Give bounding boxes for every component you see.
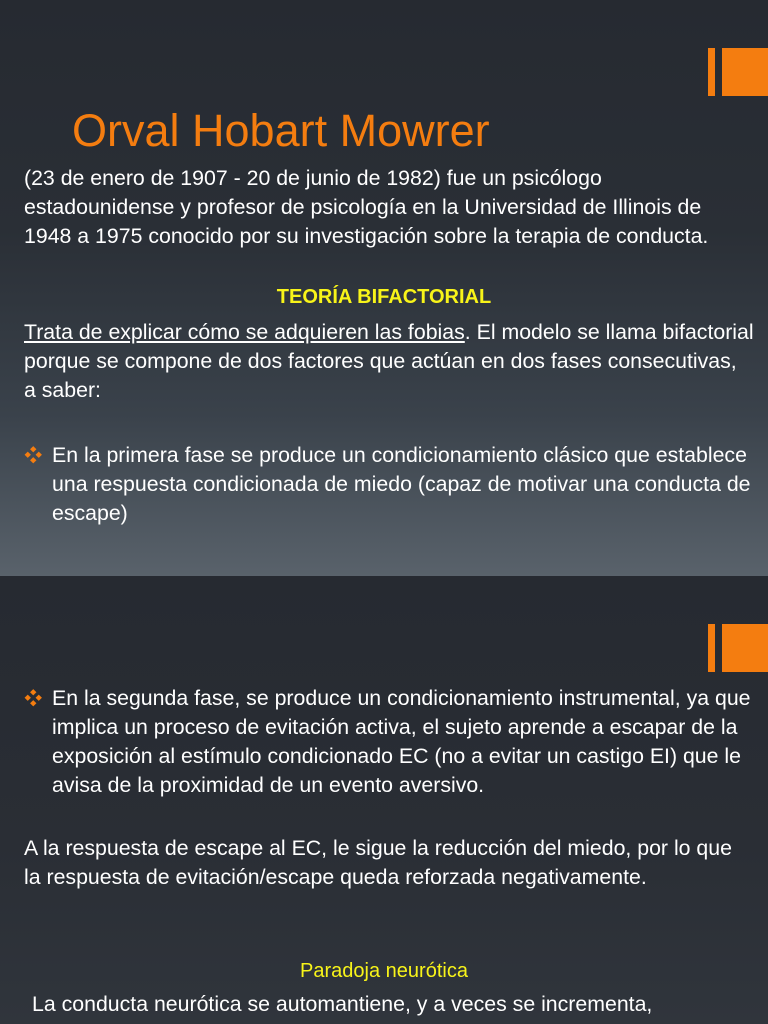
diamond-bullet-icon bbox=[24, 446, 42, 464]
orange-bar-thin bbox=[708, 624, 715, 672]
bullet-text-1: En la primera fase se produce un condicionamiento clásico que establece una respuesta condicionada de miedo (capaz de motivar una conducta de escape) bbox=[52, 443, 751, 525]
orange-bar-thick bbox=[722, 48, 768, 96]
bullet-item-1 bbox=[24, 441, 754, 528]
reinforcement-paragraph: A la respuesta de escape al EC, le sigue la reducción del miedo, por lo que la respuesta de evitación/escape queda reforzada negativamente. bbox=[24, 836, 732, 889]
bullet-item-2 bbox=[24, 684, 754, 800]
final-paragraph: La conducta neurótica se automantiene, y a veces se incrementa, bbox=[32, 992, 653, 1016]
diamond-bullet-icon bbox=[24, 689, 42, 707]
section-heading: TEORÍA BIFACTORIAL bbox=[276, 286, 492, 308]
theory-underlined-text: Trata de explicar cómo se adquieren las fobias bbox=[24, 320, 465, 344]
section-heading-2: Paradoja neurótica bbox=[300, 960, 468, 982]
orange-bar-thick bbox=[722, 624, 768, 672]
intro-paragraph: (23 de enero de 1907 - 20 de junio de 1982) fue un psicólogo estadounidense y profesor de psicología en la Universidad de Illinois de 1948 a 1975 conocido por su investigación sobre la terapia de conducta. bbox=[24, 166, 709, 248]
theory-rest-text: . El modelo se llama bifactorial porque se compone de dos factores que actúan en dos fases consecutivas, a saber: bbox=[24, 320, 754, 402]
orange-bar-thin bbox=[708, 48, 715, 96]
bullet-text-2: En la segunda fase, se produce un condicionamiento instrumental, ya que implica un proceso de evitación activa, el sujeto aprende a escapar de la exposición al estímulo condicionado EC (no a evitar un castigo EI) que le avisa de la proximidad de un evento aversivo. bbox=[52, 686, 751, 797]
orange-bars-icon bbox=[708, 624, 768, 672]
slide-title: Orval Hobart Mowrer bbox=[72, 105, 490, 156]
orange-bars-icon bbox=[708, 48, 768, 96]
slide-2 bbox=[0, 576, 768, 1024]
theory-paragraph bbox=[24, 318, 754, 405]
